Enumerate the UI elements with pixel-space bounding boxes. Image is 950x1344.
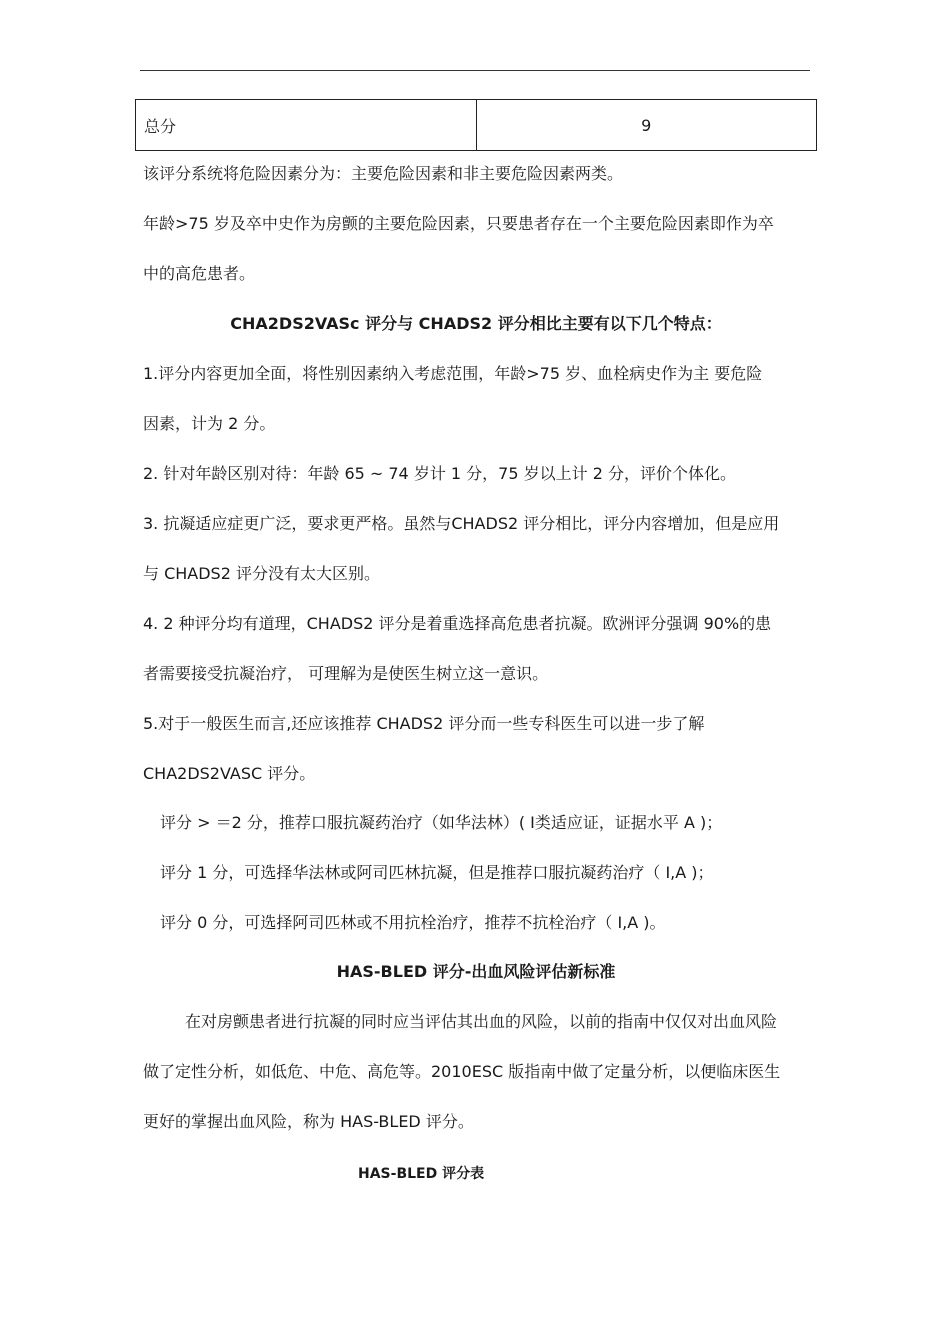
- text-line: 2. 针对年龄区别对待：年龄 65 ~ 74 岁计 1 分，75 岁以上计 2 分，评价个体化。: [143, 464, 736, 483]
- text-line: CHA2DS2VASC 评分。: [143, 764, 316, 783]
- text-line: 3. 抗凝适应症更广泛，要求更严格。虽然与CHADS2 评分相比，评分内容增加，但是应用: [143, 514, 780, 533]
- text-line: 与 CHADS2 评分没有太大区别。: [143, 564, 380, 583]
- recommendation-line: 评分 > ＝2 分，推荐口服抗凝药治疗（如华法林）( Ⅰ类适应证，证据水平 A )；: [160, 813, 723, 832]
- text-line: 5.对于一般医生而言,还应该推荐 CHADS2 评分而一些专科医生可以进一步了解: [143, 714, 705, 733]
- total-value-cell: 9: [476, 100, 817, 151]
- text-line: 做了定性分析，如低危、中危、高危等。2010ESC 版指南中做了定量分析，以便临床医生: [143, 1062, 781, 1081]
- text-line: 者需要接受抗凝治疗， 可理解为是使医生树立这一意识。: [143, 664, 549, 683]
- recommendation-line: 评分 0 分，可选择阿司匹林或不用抗栓治疗，推荐不抗栓治疗（ Ⅰ,A )。: [160, 913, 666, 932]
- text-line: 中的高危患者。: [143, 264, 256, 283]
- text-line: 1.评分内容更加全面，将性别因素纳入考虑范围，年龄>75 岁、血栓病史作为主 要危险: [143, 364, 763, 383]
- header-rule: [140, 70, 810, 71]
- score-table: [135, 99, 817, 151]
- text-line: 更好的掌握出血风险，称为 HAS-BLED 评分。: [143, 1112, 474, 1131]
- total-label-cell: 总分: [136, 100, 477, 151]
- table-row: [136, 100, 817, 151]
- text-line: 在对房颤患者进行抗凝的同时应当评估其出血的风险，以前的指南中仅仅对出血风险: [185, 1012, 778, 1031]
- section-heading: HAS-BLED 评分-出血风险评估新标准: [336, 962, 616, 981]
- text-line: 4. 2 种评分均有道理，CHADS2 评分是着重选择高危患者抗凝。欧洲评分强调 90%的患: [143, 614, 772, 633]
- section-heading: CHA2DS2VASc 评分与 CHADS2 评分相比主要有以下几个特点：: [230, 314, 722, 333]
- text-line: 因素，计为 2 分。: [143, 414, 276, 433]
- table-caption: HAS-BLED 评分表: [358, 1166, 485, 1182]
- text-line: 该评分系统将危险因素分为：主要危险因素和非主要危险因素两类。: [143, 164, 624, 183]
- recommendation-line: 评分 1 分，可选择华法林或阿司匹林抗凝，但是推荐口服抗凝药治疗（ Ⅰ,A )；: [160, 863, 714, 882]
- text-line: 年龄>75 岁及卒中史作为房颤的主要危险因素，只要患者存在一个主要危险因素即作为卒: [143, 214, 774, 233]
